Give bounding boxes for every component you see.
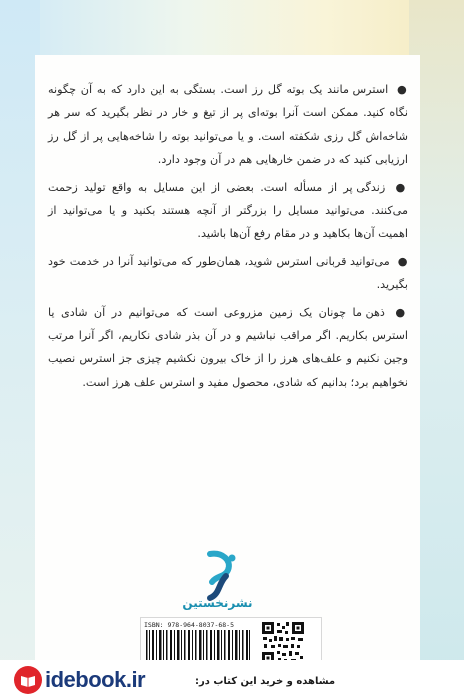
- bullet-icon: ●: [397, 83, 409, 96]
- back-cover-text: [48, 78, 408, 398]
- paragraph-text: ذهن ما چونان یک زمین مزروعی است که می‌توانیم در آن شادی یا استرس بکاریم. اگر مراقب نباشیم و در آن بذر شادی نکاریم، اگر آنرا مرتب وجین نکنیم و علف‌های هرز را از خاک بیرون نکشیم چیزی جز استرس نصیب نخواهیم برد؛ بدانیم که شادی، محصول مفید و استرس علف هرز است.: [48, 305, 408, 389]
- book-icon: [14, 666, 42, 694]
- isbn-text: ISBN: 978-964-8037-68-5: [144, 621, 235, 629]
- paragraph-text: استرس مانند یک بوته گل رز است. بستگی به این دارد که به آن چگونه نگاه کنید. ممکن است آنرا بوته‌ای پر از تیغ و خار در نظر بگیرید که سر هر شاخه‌اش گل رزی شکفته است. و یا می‌توانید بوته را شاخه‌هایی پر از گل رز ارزیابی کنید که در ضمن خارهایی هم در آن وجود دارد.: [48, 83, 408, 167]
- publisher-name: نشرنخستین: [182, 596, 253, 610]
- barcode-icon: [144, 630, 252, 664]
- left-gradient: [0, 0, 40, 700]
- paragraph-4: [48, 301, 408, 395]
- bullet-icon: ●: [397, 254, 409, 268]
- paragraph-2: [48, 176, 408, 246]
- paragraph-text: می‌توانید قربانی استرس شوید، همان‌طور که می‌توانید آنرا در خدمت خود بگیرید.: [48, 254, 408, 292]
- site-caption: مشاهده و خرید این کتاب در:: [195, 676, 336, 687]
- site-name: idebook.ir: [45, 667, 146, 692]
- paragraph-3: [48, 250, 408, 297]
- paragraph-text: زندگی پر از مسأله است. بعضی از این مسایل به واقع تولید زحمت می‌کنند. می‌توانید مسایل را بزرگتر از آنچه هستند بکنید و یا می‌توانید از اهمیت آن‌ها بکاهید و در مقام رفع آن‌ها باشید.: [48, 180, 408, 241]
- bullet-icon: ●: [395, 305, 408, 319]
- site-logo[interactable]: [14, 663, 145, 697]
- bullet-icon: ●: [395, 180, 408, 194]
- paragraph-1: [48, 78, 408, 172]
